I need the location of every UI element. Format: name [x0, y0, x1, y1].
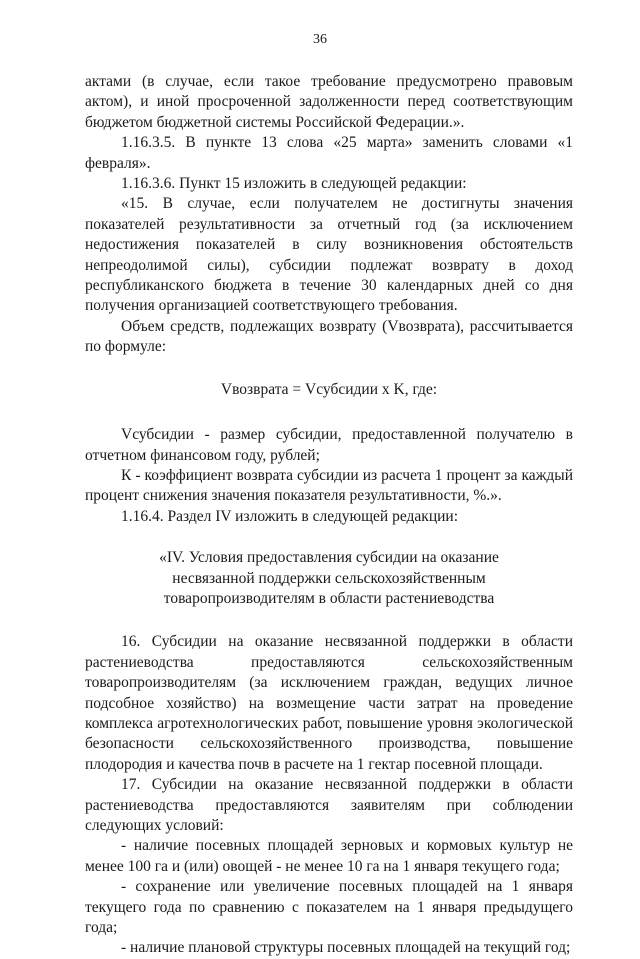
paragraph-item-15: «15. В случае, если получателем не достигнуты значения показателей результативности за отчетный год (за исключением недостижения показателей в силу возникновения обстоятельств непреодолимой силы), субсидии подлежат возврату в доход республиканского бюджета в течение 30 календарных дней со дня получения организацией соответствующего требования.	[85, 195, 573, 315]
section-heading-line: товаропроизводителям в области растениеводства	[163, 589, 495, 607]
formula: Vвозврата = Vсубсидии x K, где:	[220, 380, 438, 398]
paragraph-1-16-3-5: 1.16.3.5. В пункте 13 слова «25 марта» заменить словами «1 февраля».	[85, 134, 573, 172]
condition-list-item: - наличие посевных площадей зерновых и кормовых культур не менее 100 га и (или) овощей - не менее 10 га на 1 января текущего года;	[85, 837, 573, 875]
document-body	[85, 72, 573, 959]
section-heading-line: несвязанной поддержки сельскохозяйственным	[172, 569, 486, 587]
paragraph-continuation: актами (в случае, если такое требование предусмотрено правовым актом), и иной просроченной задолженности перед соответствующим бюджетом бюджетной системы Российской Федерации.».	[85, 73, 573, 131]
paragraph-v-subsidy-definition: Vсубсидии - размер субсидии, предоставленной получателю в отчетном финансовом году, рублей;	[85, 426, 573, 464]
paragraph-1-16-3-6: 1.16.3.6. Пункт 15 изложить в следующей редакции:	[121, 175, 467, 193]
section-heading-line: «IV. Условия предоставления субсидии на оказание	[159, 549, 499, 567]
section-heading	[85, 548, 573, 609]
paragraph-1-16-4: 1.16.4. Раздел IV изложить в следующей редакции:	[121, 507, 459, 525]
paragraph-item-17: 17. Субсидии на оказание несвязанной поддержки в области растениеводства предоставляются заявителям при соблюдении следующих условий:	[85, 776, 573, 834]
paragraph-item-16: 16. Субсидии на оказание несвязанной поддержки в области растениеводства предоставляются сельскохозяйственным товаропроизводителям (за исключением граждан, ведущих личное подсобное хозяйство) на возмещение части затрат на проведение комплекса агротехнологических работ, повышение уровня экологической безопасности сельскохозяйственного производства, повышение плодородия и качества почв в расчете на 1 гектар посевной площади.	[85, 633, 573, 773]
condition-list-item: - сохранение или увеличение посевных площадей на 1 января текущего года по сравнению с показателем на 1 января предыдущего года;	[85, 878, 573, 937]
condition-list-item: - наличие плановой структуры посевных площадей на текущий год;	[121, 939, 571, 957]
paragraph-k-definition: К - коэффициент возврата субсидии из расчета 1 процент за каждый процент снижения значения показателя результативности, %.».	[85, 466, 573, 505]
paragraph-return-volume: Объем средств, подлежащих возврату (Vвозврата), рассчитывается по формуле:	[85, 317, 573, 356]
page-number: 36	[313, 32, 327, 47]
